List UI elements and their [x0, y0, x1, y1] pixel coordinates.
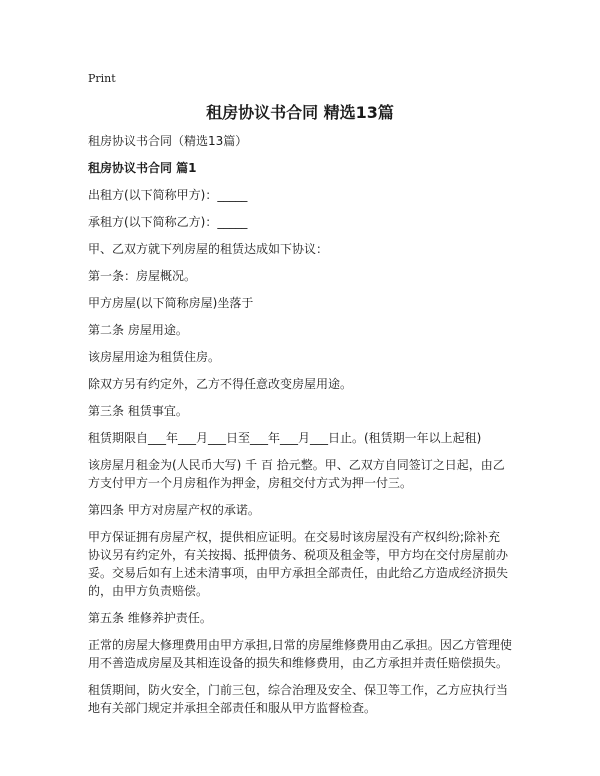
paragraph: 甲方房屋(以下简称房屋)坐落于 — [88, 296, 254, 310]
paragraph: 第二条 房屋用途。 — [88, 323, 188, 337]
page-title: 租房协议书合同 精选13篇 — [206, 103, 394, 122]
paragraph: 第五条 维修养护责任。 — [88, 611, 212, 625]
paragraph: 第一条：房屋概况。 — [88, 269, 197, 283]
paragraph: 租赁期限自___年___月___日至___年___月___日止。(租赁期一年以上起租) — [88, 431, 482, 445]
paragraph: 出租方(以下简称甲方)：_____ — [88, 188, 248, 202]
paragraph: 甲方保证拥有房屋产权，提供相应证明。在交易时该房屋没有产权纠纷;除补充协议另有约定外，有关按揭、抵押债务、税项及租金等，甲方均在交付房屋前办妥。交易后如有上述未清事项，由甲方承担全部责任，由此给乙方造成经济损失的，由甲方负责赔偿。 — [88, 530, 509, 598]
document-body — [88, 132, 512, 717]
paragraph: 第三条 租赁事宜。 — [88, 404, 188, 418]
paragraph: 该房屋月租金为(人民币大写) 千 百 拾元整。甲、乙双方自同签订之日起，由乙方支付甲方一个月房租作为押金，房租交付方式为押一付三。 — [88, 458, 505, 490]
paragraph-subtitle: 租房协议书合同（精选13篇） — [88, 134, 248, 148]
paragraph: 除双方另有约定外，乙方不得任意改变房屋用途。 — [88, 377, 353, 391]
paragraph: 正常的房屋大修理费用由甲方承担,日常的房屋维修费用由乙承担。因乙方管理使用不善造成房屋及其相连设备的损失和维修费用，由乙方承担并责任赔偿损失。 — [88, 638, 512, 670]
paragraph: 甲、乙双方就下列房屋的租赁达成如下协议： — [88, 242, 329, 256]
paragraph: 该房屋用途为租赁住房。 — [88, 350, 221, 364]
section-heading: 租房协议书合同 篇1 — [88, 161, 197, 175]
print-link[interactable]: Print — [88, 72, 116, 85]
paragraph: 承租方(以下简称乙方)：_____ — [88, 215, 248, 229]
paragraph: 租赁期间，防火安全，门前三包，综合治理及安全、保卫等工作，乙方应执行当地有关部门规定并承担全部责任和服从甲方监督检查。 — [88, 683, 509, 715]
paragraph: 第四条 甲方对房屋产权的承诺。 — [88, 503, 260, 517]
